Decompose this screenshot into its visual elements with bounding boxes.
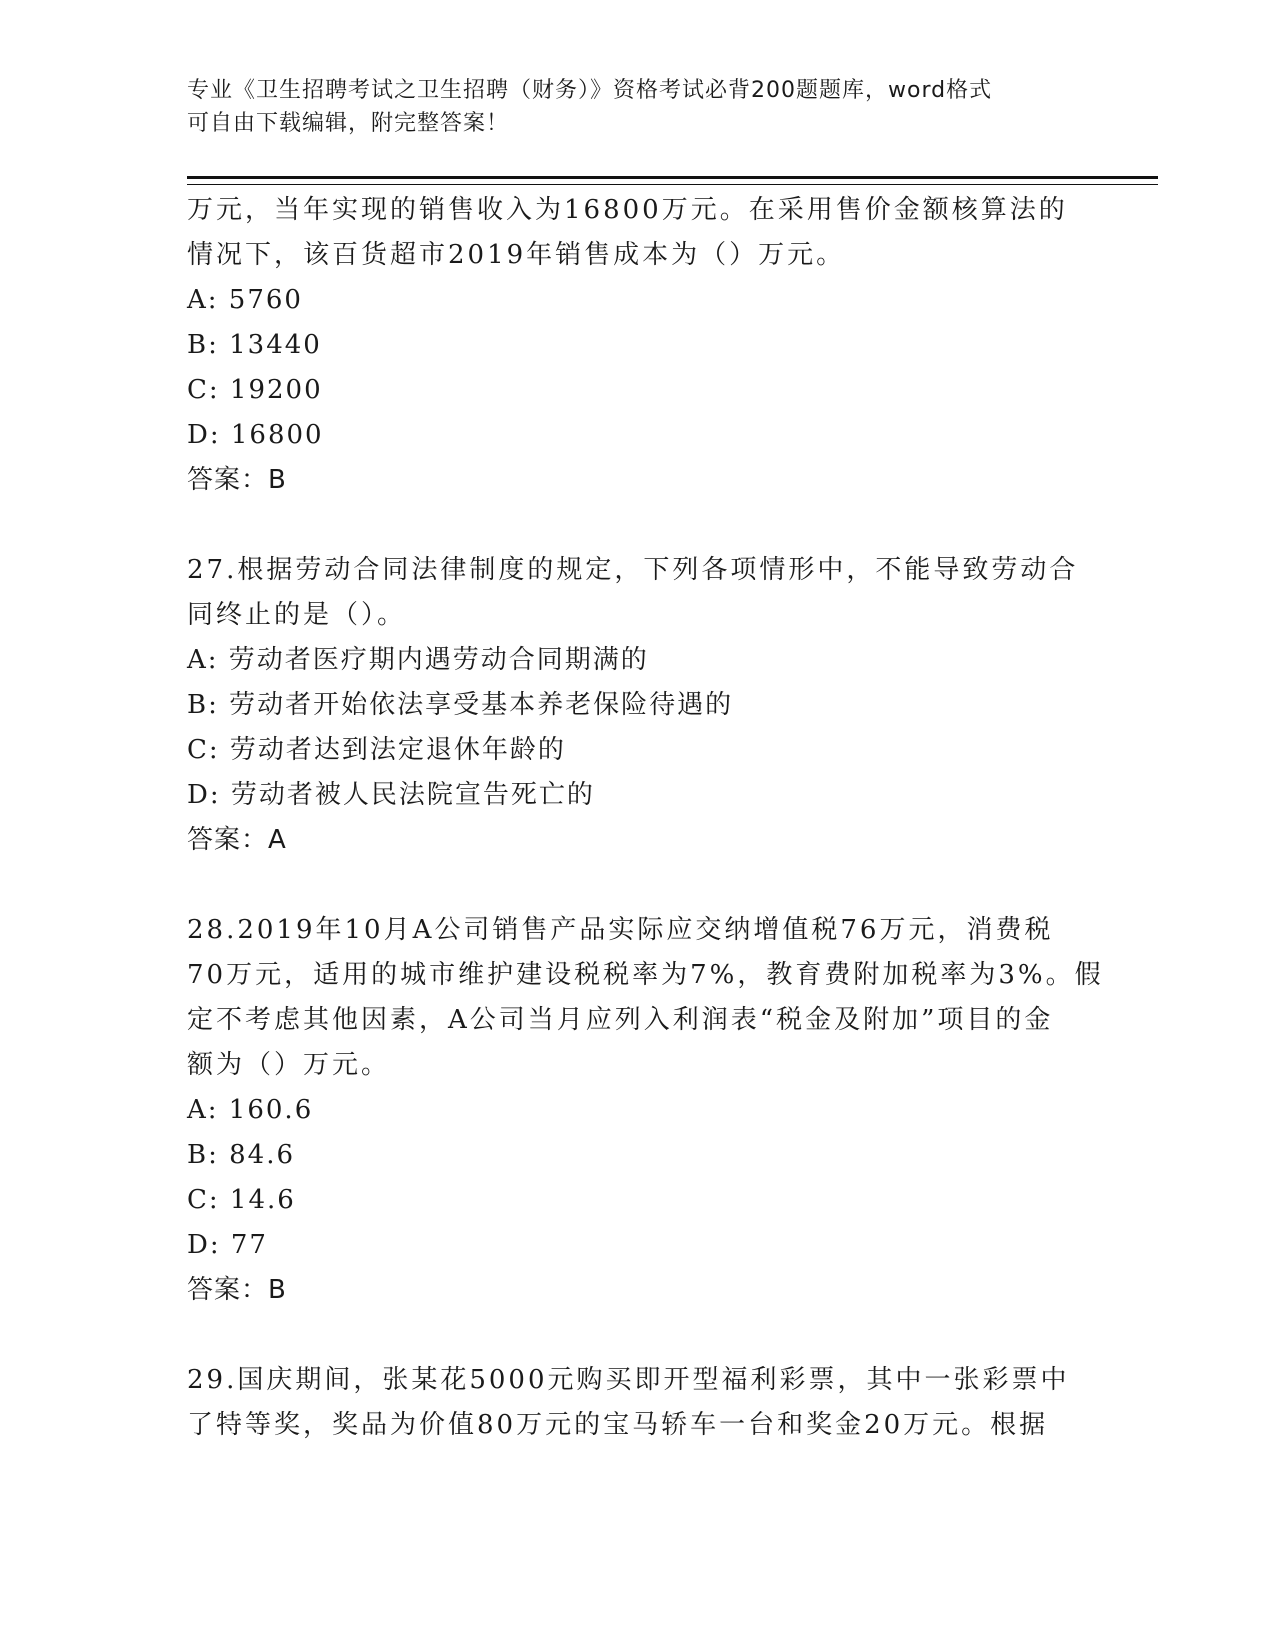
question-text-line: 28.2019年10月A公司销售产品实际应交纳增值税76万元，消费税 (187, 915, 1054, 945)
option-c: C: 14.6 (187, 1185, 296, 1215)
option-a: A: 5760 (187, 285, 303, 315)
question-text-line: 定不考虑其他因素，A公司当月应列入利润表“税金及附加”项目的金 (187, 1005, 1054, 1035)
option-d: D: 77 (187, 1230, 268, 1260)
question-29 (187, 1358, 1087, 1448)
answer: 答案：B (187, 465, 287, 495)
spacer (187, 1313, 1087, 1358)
question-text-line: 万元，当年实现的销售收入为16800万元。在采用售价金额核算法的 (187, 195, 1068, 225)
question-text-line: 同终止的是（）。 (187, 600, 407, 630)
document-header (187, 74, 1087, 140)
question-28 (187, 908, 1104, 1313)
option-a: A: 160.6 (187, 1095, 314, 1125)
question-27 (187, 548, 1087, 863)
answer: 答案：B (187, 1275, 287, 1305)
header-line-2: 可自由下载编辑，附完整答案！ (187, 111, 510, 136)
question-text-line: 70万元，适用的城市维护建设税税率为7%，教育费附加税率为3%。假 (187, 960, 1104, 990)
option-a: A: 劳动者医疗期内遇劳动合同期满的 (187, 645, 649, 675)
header-line-1: 专业《卫生招聘考试之卫生招聘（财务）》资格考试必背200题题库，word格式 (187, 78, 993, 103)
document-body (187, 188, 1104, 1448)
option-c: C: 劳动者达到法定退休年龄的 (187, 735, 566, 765)
option-b: B: 13440 (187, 330, 322, 360)
question-26-continued (187, 188, 1087, 503)
question-text-line: 29.国庆期间，张某花5000元购买即开型福利彩票，其中一张彩票中 (187, 1365, 1070, 1395)
option-d: D: 劳动者被人民法院宣告死亡的 (187, 780, 595, 810)
question-text-line: 27.根据劳动合同法律制度的规定，下列各项情形中，不能导致劳动合 (187, 555, 1079, 585)
option-c: C: 19200 (187, 375, 323, 405)
header-rule-thin (187, 184, 1158, 185)
question-text-line: 了特等奖，奖品为价值80万元的宝马轿车一台和奖金20万元。根据 (187, 1410, 1049, 1440)
question-text-line: 额为（）万元。 (187, 1050, 391, 1080)
spacer (187, 863, 1087, 908)
header-rule-thick (187, 176, 1158, 179)
option-b: B: 84.6 (187, 1140, 296, 1170)
answer: 答案：A (187, 825, 287, 855)
option-d: D: 16800 (187, 420, 324, 450)
question-text-line: 情况下，该百货超市2019年销售成本为（）万元。 (187, 240, 846, 270)
spacer (187, 503, 1087, 548)
option-b: B: 劳动者开始依法享受基本养老保险待遇的 (187, 690, 734, 720)
